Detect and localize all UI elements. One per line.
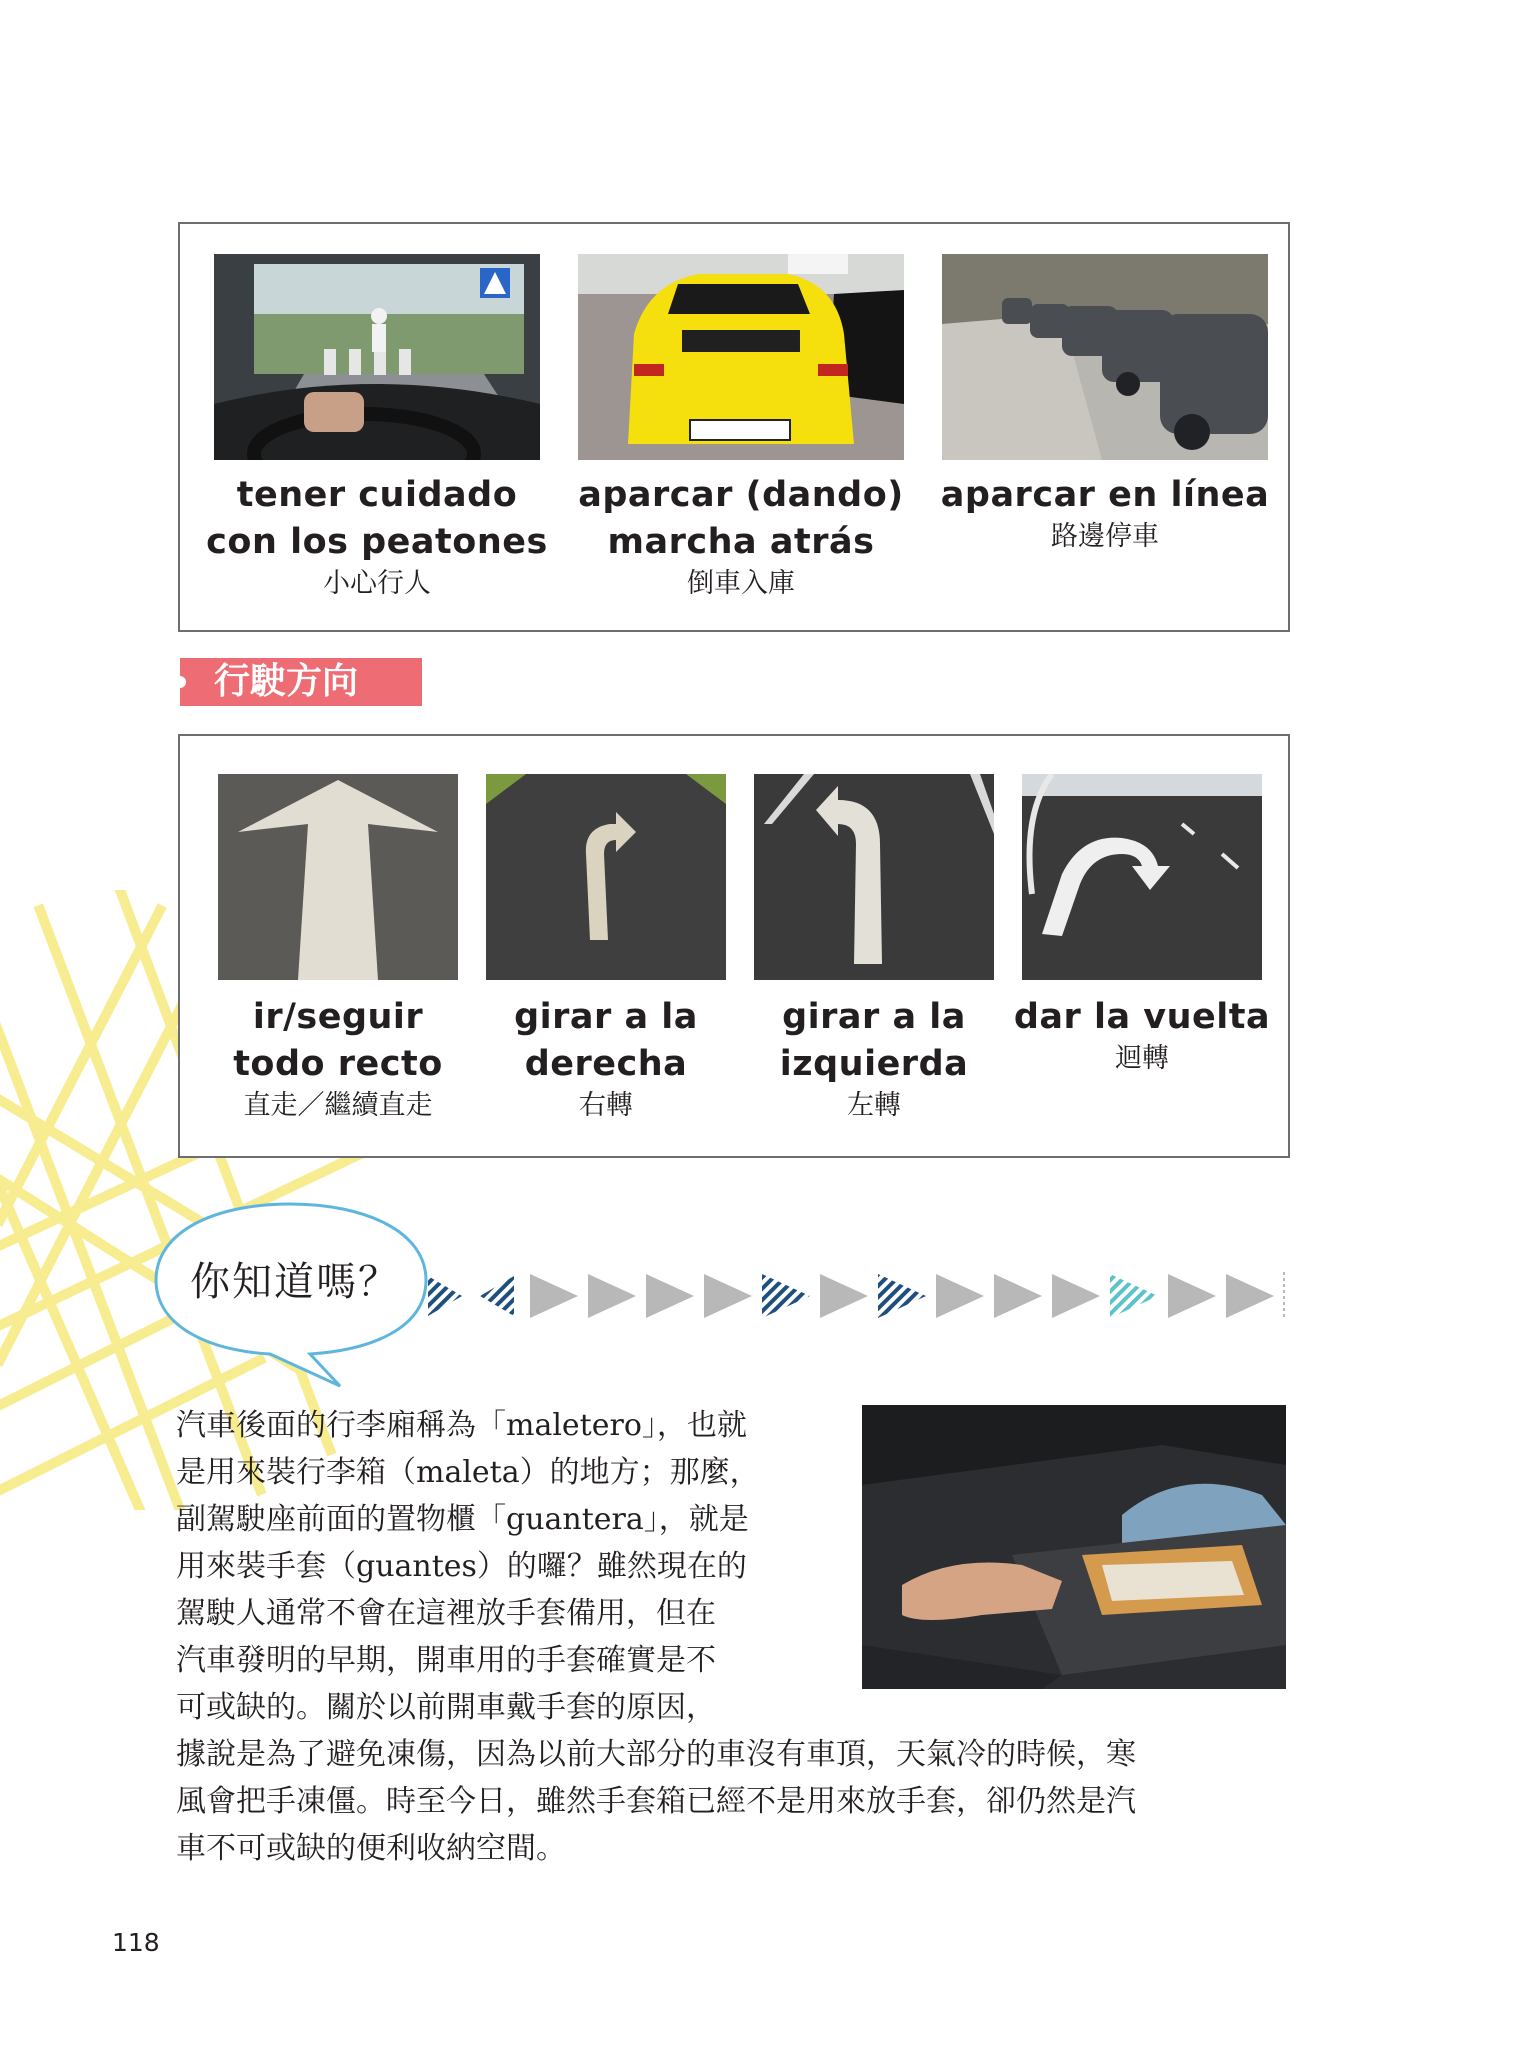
section-title-label: 行駛方向 [214, 661, 359, 702]
article-line: 駕駛人通常不會在這裡放手套備用，但在 [176, 1596, 716, 1631]
vocab-zh-careful-pedestrians: 小心行人 [323, 568, 431, 599]
title-notch [174, 676, 186, 688]
article-line: 汽車後面的行李廂稱為「maletero」，也就 [176, 1408, 747, 1443]
vocab-zh-u-turn: 迴轉 [1115, 1043, 1169, 1074]
article-line: 是用來裝行李箱（maleta）的地方；那麼， [176, 1455, 760, 1490]
u-turn-arrow-road-photo [1022, 774, 1262, 980]
vocab-zh-go-straight: 直走／繼續直走 [243, 1090, 433, 1121]
left-turn-arrow-road-photo [754, 774, 994, 980]
did-you-know-title: 你知道嗎？ [190, 1259, 400, 1305]
vocab-es-turn-right: girar a la derecha [514, 997, 698, 1084]
vocab-es-turn-left: girar a la izquierda [779, 997, 969, 1084]
article-line: 用來裝手套（guantes）的囉？雖然現在的 [176, 1549, 747, 1584]
article-line: 據說是為了避免凍傷，因為以前大部分的車沒有車頂，天氣冷的時候，寒 [176, 1737, 1136, 1772]
vocab-zh-parallel-parking: 路邊停車 [1051, 521, 1159, 552]
article-line: 風會把手凍僵。時至今日，雖然手套箱已經不是用來放手套，卻仍然是汽 [176, 1784, 1136, 1819]
article-line: 汽車發明的早期，開車用的手套確實是不 [176, 1643, 716, 1678]
right-turn-arrow-road-photo [486, 774, 726, 980]
glovebox-photo [862, 1405, 1286, 1689]
article-line: 副駕駛座前面的置物櫃「guantera」，就是 [176, 1502, 749, 1537]
vocab-es-parallel-parking: aparcar en línea [940, 475, 1270, 515]
vocab-zh-turn-right: 右轉 [579, 1090, 633, 1121]
vocab-zh-turn-left: 左轉 [847, 1090, 901, 1121]
vocab-es-go-straight: ir/seguir todo recto [233, 997, 443, 1084]
vocab-zh-reverse-parking: 倒車入庫 [687, 568, 795, 599]
parallel-parked-cars-photo [942, 254, 1268, 460]
parking-vocab-box [178, 222, 1290, 632]
vocab-es-u-turn: dar la vuelta [1013, 997, 1271, 1037]
straight-arrow-road-photo [218, 774, 458, 980]
vocab-es-careful-pedestrians: tener cuidado con los peatones [206, 475, 548, 562]
section-title-driving-directions [180, 658, 422, 706]
decorative-arrow-strip [418, 1268, 1288, 1324]
article-line: 可或缺的。關於以前開車戴手套的原因， [176, 1690, 716, 1725]
page-number: 118 [112, 1928, 160, 1957]
vocab-es-reverse-parking: aparcar (dando) marcha atrás [578, 475, 904, 562]
article-line: 車不可或缺的便利收納空間。 [176, 1831, 566, 1866]
directions-vocab-box [178, 734, 1290, 1158]
yellow-sports-car-photo [578, 254, 904, 460]
did-you-know-bubble [150, 1200, 432, 1390]
crosswalk-pedestrian-photo [214, 254, 540, 460]
